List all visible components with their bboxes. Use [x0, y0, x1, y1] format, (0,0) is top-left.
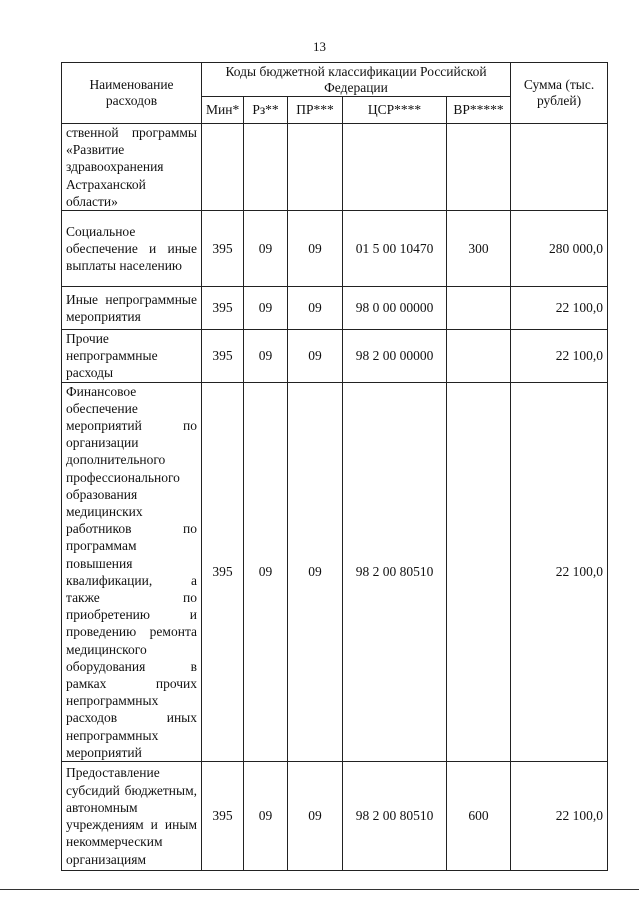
row-name: ственной программы «Развитие здравоохранения Астраханской области» [62, 124, 202, 211]
page-number: 13 [313, 39, 326, 54]
row-name: Социальное обеспечение и иные выплаты населению [62, 211, 202, 287]
row-sum: 22 100,0 [511, 382, 608, 761]
row-sum: 22 100,0 [511, 287, 608, 330]
table-row [62, 382, 608, 761]
row-rz [244, 124, 288, 211]
row-pr: 09 [288, 762, 343, 871]
row-sum: 22 100,0 [511, 330, 608, 383]
header-rz: Рз** [244, 97, 288, 124]
row-sum [511, 124, 608, 211]
table-row [62, 287, 608, 330]
row-pr: 09 [288, 211, 343, 287]
header-sum: Сумма (тыс. рублей) [511, 63, 608, 124]
row-min [202, 124, 244, 211]
row-vr [447, 124, 511, 211]
row-csr: 98 2 00 80510 [343, 762, 447, 871]
row-name: Прочие непрограммные расходы [62, 330, 202, 383]
row-rz: 09 [244, 330, 288, 383]
row-min: 395 [202, 762, 244, 871]
header-pr: ПР*** [288, 97, 343, 124]
row-vr: 300 [447, 211, 511, 287]
row-name: Финансовое обеспечение мероприятий по организации дополнительного профессионального образования медицинских работников по программам повышения квалификации, а также по приобретению и проведению ремонта медицинского оборудования в рамках прочих непрограммных расходов иных непрограммных мероприятий [62, 382, 202, 761]
row-pr: 09 [288, 330, 343, 383]
row-rz: 09 [244, 211, 288, 287]
row-min: 395 [202, 211, 244, 287]
row-vr [447, 287, 511, 330]
header-codes-group: Коды бюджетной классификации Российской Федерации [202, 63, 511, 97]
budget-table [61, 62, 608, 871]
row-csr: 01 5 00 10470 [343, 211, 447, 287]
row-min: 395 [202, 382, 244, 761]
row-vr [447, 382, 511, 761]
table-row [62, 124, 608, 211]
header-csr: ЦСР**** [343, 97, 447, 124]
row-sum: 280 000,0 [511, 211, 608, 287]
row-rz: 09 [244, 382, 288, 761]
row-pr: 09 [288, 287, 343, 330]
row-vr [447, 330, 511, 383]
row-csr: 98 0 00 00000 [343, 287, 447, 330]
row-min: 395 [202, 330, 244, 383]
row-csr: 98 2 00 80510 [343, 382, 447, 761]
row-name: Иные непрограммные мероприятия [62, 287, 202, 330]
row-min: 395 [202, 287, 244, 330]
row-csr [343, 124, 447, 211]
row-csr: 98 2 00 00000 [343, 330, 447, 383]
header-name: Наименование расходов [62, 63, 202, 124]
table-row [62, 762, 608, 871]
header-min: Мин* [202, 97, 244, 124]
row-pr: 09 [288, 382, 343, 761]
row-rz: 09 [244, 287, 288, 330]
header-vr: ВР***** [447, 97, 511, 124]
row-name: Предоставление субсидий бюджетным, автономным учреждениям и иным некоммерческим организациям [62, 762, 202, 871]
row-pr [288, 124, 343, 211]
row-sum: 22 100,0 [511, 762, 608, 871]
table-row [62, 330, 608, 383]
row-rz: 09 [244, 762, 288, 871]
bottom-rule [0, 889, 639, 890]
row-vr: 600 [447, 762, 511, 871]
table-row [62, 211, 608, 287]
